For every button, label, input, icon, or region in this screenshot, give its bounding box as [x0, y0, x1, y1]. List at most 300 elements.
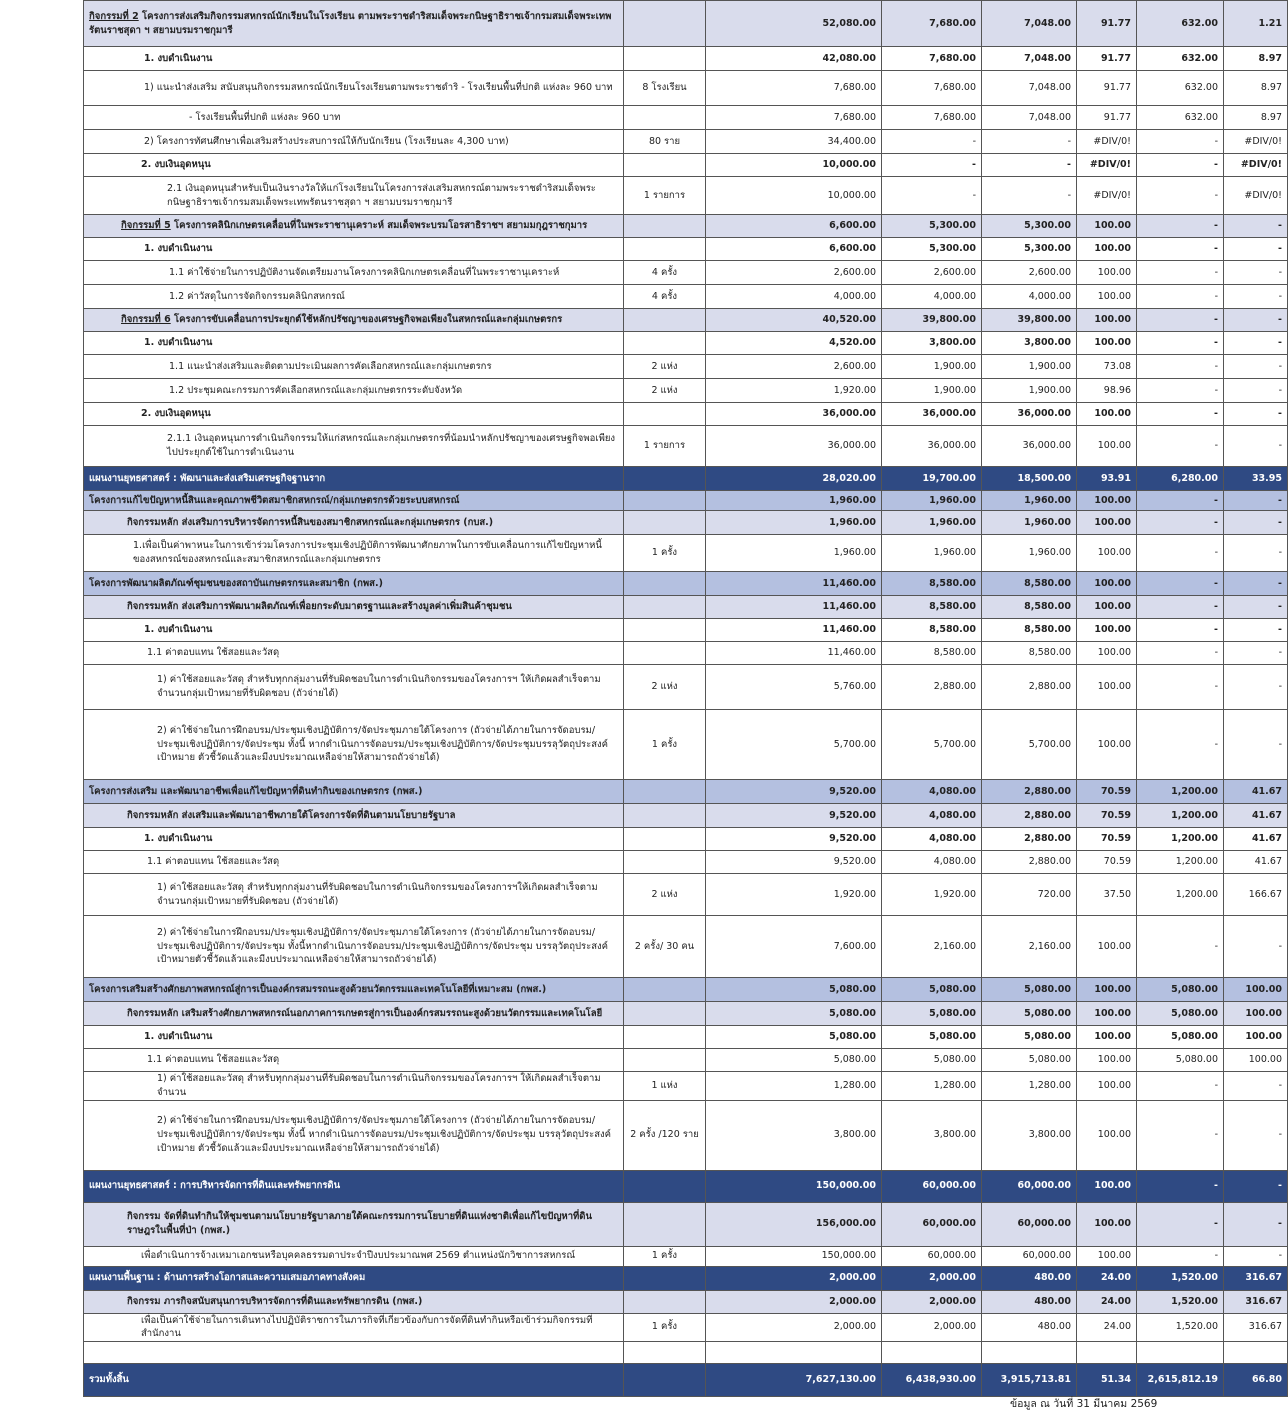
description-cell: [84, 1290, 624, 1313]
description-text: 1. งบดำเนินงาน: [144, 624, 213, 636]
allocated-amount-cell: 8,580.00: [882, 572, 982, 596]
remaining-percent-cell: -: [1224, 403, 1288, 426]
description-text: 1. งบดำเนินงาน: [144, 337, 213, 349]
table-row: [84, 1202, 1288, 1246]
allocated-amount-cell: 8,580.00: [882, 642, 982, 665]
budget-table: [83, 0, 1288, 1397]
target-amount-cell: 9,520.00: [706, 828, 882, 851]
spent-amount-cell: 18,500.00: [982, 467, 1077, 491]
description-cell: [84, 665, 624, 710]
unit-cell: 1 ครั้ง: [624, 1313, 706, 1342]
spent-percent-cell: 73.08: [1077, 355, 1137, 379]
spent-amount-cell: 480.00: [982, 1290, 1077, 1313]
remaining-amount-cell: -: [1137, 154, 1224, 177]
table-row: [84, 177, 1288, 215]
remaining-amount-cell: -: [1137, 710, 1224, 780]
spent-amount-cell: 1,960.00: [982, 491, 1077, 511]
description-text: แผนงานยุทธศาสตร์ : พัฒนาและส่งเสริมเศรษฐกิจฐานราก: [89, 472, 326, 484]
allocated-amount-cell: 7,680.00: [882, 71, 982, 106]
description-cell: [84, 379, 624, 403]
target-amount-cell: 9,520.00: [706, 804, 882, 828]
table-row: [84, 261, 1288, 285]
remaining-percent-cell: -: [1224, 1170, 1288, 1202]
description-text: 2) ค่าใช้จ่ายในการฝึกอบรม/ประชุมเชิงปฏิบัติการ/จัดประชุมภายใต้โครงการ (ถัวจ่ายได้ภายในการจัดอบรม/ประชุมเชิงปฏิบัติการ/จัดประชุม ทั้งนี้ หากดำเนินการจัดอบรม/ประชุมเชิงปฏิบัติการ/จัดประชุมบรรลุวัตถุประสงค์ เป้าหมาย ตัวชี้วัดแล้วและมีงบประมาณเหลือจ่ายให้สามารถถัวจ่ายได้): [157, 724, 609, 764]
remaining-percent-cell: -: [1224, 309, 1288, 332]
description-cell: [84, 874, 624, 916]
description-text: 1. งบดำเนินงาน: [144, 1031, 213, 1043]
unit-cell: 4 ครั้ง: [624, 261, 706, 285]
description-cell: [84, 1002, 624, 1026]
table-row: [84, 403, 1288, 426]
target-amount-cell: 5,080.00: [706, 1049, 882, 1072]
unit-cell: 1 ครั้ง: [624, 1246, 706, 1266]
description-cell: [84, 215, 624, 238]
description-text: 1) ค่าใช้สอยและวัสดุ สำหรับทุกกลุ่มงานที่รับผิดชอบในการดำเนินกิจกรรมของโครงการฯ ให้เกิดผลสำเร็จตามจำนวน: [157, 1073, 601, 1098]
target-amount-cell: 5,080.00: [706, 1026, 882, 1049]
unit-cell: [624, 828, 706, 851]
spent-amount-cell: 2,600.00: [982, 261, 1077, 285]
unit-cell: 2 แห่ง: [624, 379, 706, 403]
allocated-amount-cell: 36,000.00: [882, 403, 982, 426]
target-amount-cell: 6,600.00: [706, 238, 882, 261]
allocated-amount-cell: 7,680.00: [882, 106, 982, 130]
unit-cell: [624, 572, 706, 596]
unit-cell: [624, 978, 706, 1002]
target-amount-cell: 1,960.00: [706, 511, 882, 535]
target-amount-cell: 5,700.00: [706, 710, 882, 780]
description-text: 2) โครงการทัศนศึกษาเพื่อเสริมสร้างประสบการณ์ให้กับนักเรียน (โรงเรียนละ 4,300 บาท): [144, 135, 509, 147]
description-text: โครงการแก้ไขปัญหาหนี้สินและคุณภาพชีวิตสมาชิกสหกรณ์/กลุ่มเกษตรกรด้วยระบบสหกรณ์: [89, 494, 460, 506]
allocated-amount-cell: 2,600.00: [882, 261, 982, 285]
spent-amount-cell: 60,000.00: [982, 1170, 1077, 1202]
description-cell: [84, 106, 624, 130]
spent-amount-cell: 2,160.00: [982, 916, 1077, 978]
description-cell: [84, 1266, 624, 1290]
allocated-amount-cell: 60,000.00: [882, 1170, 982, 1202]
description-cell: [84, 154, 624, 177]
spent-amount-cell: 7,048.00: [982, 106, 1077, 130]
allocated-amount-cell: -: [882, 130, 982, 154]
remaining-amount-cell: -: [1137, 355, 1224, 379]
table-row: [84, 1002, 1288, 1026]
table-row: [84, 47, 1288, 71]
remaining-percent-cell: 1.21: [1224, 1, 1288, 47]
allocated-amount-cell: 39,800.00: [882, 309, 982, 332]
description-cell: [84, 851, 624, 874]
spent-amount-cell: 7,048.00: [982, 71, 1077, 106]
table-row: [84, 642, 1288, 665]
description-text: โครงการส่งเสริม และพัฒนาอาชีพเพื่อแก้ไขปัญหาที่ดินทำกินของเกษตรกร (กพส.): [89, 785, 423, 797]
remaining-amount-cell: 1,200.00: [1137, 828, 1224, 851]
table-row: [84, 238, 1288, 261]
allocated-amount-cell: 2,880.00: [882, 665, 982, 710]
allocated-amount-cell: 5,300.00: [882, 215, 982, 238]
allocated-amount-cell: 1,960.00: [882, 535, 982, 572]
remaining-percent-cell: 33.95: [1224, 467, 1288, 491]
spent-amount-cell: 8,580.00: [982, 596, 1077, 619]
description-text: 1.1 ค่าตอบแทน ใช้สอยและวัสดุ: [147, 1054, 280, 1066]
description-text: 1) ค่าใช้สอยและวัสดุ สำหรับทุกกลุ่มงานที่รับผิดชอบในการดำเนินกิจกรรมของโครงการฯให้เกิดผลสำเร็จตามจำนวนกลุ่มเป้าหมายที่รับผิดชอบ (ถัวจ่ายได้): [157, 881, 598, 907]
target-amount-cell: 28,020.00: [706, 467, 882, 491]
description-text: กิจกรรมหลัก ส่งเสริมและพัฒนาอาชีพภายใต้โครงการจัดที่ดินตามนโยบายรัฐบาล: [127, 809, 456, 821]
table-row: [84, 379, 1288, 403]
remaining-amount-cell: -: [1137, 916, 1224, 978]
remaining-percent-cell: 316.67: [1224, 1290, 1288, 1313]
remaining-percent-cell: 100.00: [1224, 1049, 1288, 1072]
description-text: โครงการพัฒนาผลิตภัณฑ์ชุมชนของสถาบันเกษตรกรและสมาชิก (กพส.): [89, 577, 383, 589]
spent-amount-cell: 5,300.00: [982, 215, 1077, 238]
target-amount-cell: 1,960.00: [706, 535, 882, 572]
spent-amount-cell: 8,580.00: [982, 572, 1077, 596]
spent-amount-cell: 2,880.00: [982, 780, 1077, 804]
remaining-amount-cell: 1,520.00: [1137, 1290, 1224, 1313]
target-amount-cell: 11,460.00: [706, 619, 882, 642]
spent-amount-cell: 1,900.00: [982, 379, 1077, 403]
spent-percent-cell: 93.91: [1077, 467, 1137, 491]
table-row: [84, 851, 1288, 874]
remaining-amount-cell: -: [1137, 596, 1224, 619]
target-amount-cell: 11,460.00: [706, 596, 882, 619]
unit-cell: 4 ครั้ง: [624, 285, 706, 309]
allocated-amount-cell: 6,438,930.00: [882, 1364, 982, 1397]
allocated-amount-cell: 4,000.00: [882, 285, 982, 309]
target-amount-cell: 9,520.00: [706, 851, 882, 874]
target-amount-cell: 9,520.00: [706, 780, 882, 804]
table-row: [84, 467, 1288, 491]
target-amount-cell: 1,920.00: [706, 874, 882, 916]
allocated-amount-cell: 2,000.00: [882, 1266, 982, 1290]
remaining-amount-cell: 1,200.00: [1137, 804, 1224, 828]
spent-amount-cell: 1,960.00: [982, 511, 1077, 535]
spent-percent-cell: 100.00: [1077, 596, 1137, 619]
activity-number: กิจกรรมที่ 5: [121, 220, 171, 232]
remaining-percent-cell: -: [1224, 916, 1288, 978]
allocated-amount-cell: 7,680.00: [882, 47, 982, 71]
remaining-amount-cell: -: [1137, 379, 1224, 403]
spent-percent-cell: #DIV/0!: [1077, 154, 1137, 177]
spent-amount-cell: 4,000.00: [982, 285, 1077, 309]
spent-amount-cell: [982, 1342, 1077, 1364]
target-amount-cell: 5,080.00: [706, 978, 882, 1002]
description-text: รวมทั้งสิ้น: [89, 1374, 129, 1386]
remaining-percent-cell: -: [1224, 1100, 1288, 1170]
allocated-amount-cell: 5,080.00: [882, 1002, 982, 1026]
remaining-amount-cell: 5,080.00: [1137, 1002, 1224, 1026]
table-row: [84, 1, 1288, 47]
allocated-amount-cell: 1,280.00: [882, 1072, 982, 1101]
table-row: [84, 1313, 1288, 1342]
remaining-amount-cell: -: [1137, 642, 1224, 665]
spent-percent-cell: 100.00: [1077, 1246, 1137, 1266]
remaining-percent-cell: #DIV/0!: [1224, 130, 1288, 154]
remaining-percent-cell: -: [1224, 535, 1288, 572]
description-cell: [84, 1049, 624, 1072]
spent-percent-cell: 100.00: [1077, 1026, 1137, 1049]
spent-percent-cell: 100.00: [1077, 619, 1137, 642]
allocated-amount-cell: 2,160.00: [882, 916, 982, 978]
unit-cell: [624, 215, 706, 238]
spent-percent-cell: 100.00: [1077, 491, 1137, 511]
spent-percent-cell: #DIV/0!: [1077, 130, 1137, 154]
spent-amount-cell: 480.00: [982, 1313, 1077, 1342]
description-text: 1) ค่าใช้สอยและวัสดุ สำหรับทุกกลุ่มงานที่รับผิดชอบในการดำเนินกิจกรรมของโครงการฯ ให้เกิดผลสำเร็จตามจำนวนกลุ่มเป้าหมายที่รับผิดชอบ (ถัวจ่ายได้): [157, 674, 601, 699]
remaining-amount-cell: -: [1137, 426, 1224, 467]
table-row: [84, 978, 1288, 1002]
allocated-amount-cell: 4,080.00: [882, 851, 982, 874]
unit-cell: [624, 511, 706, 535]
unit-cell: 80 ราย: [624, 130, 706, 154]
remaining-amount-cell: 5,080.00: [1137, 1049, 1224, 1072]
table-row: [84, 665, 1288, 710]
spent-percent-cell: 24.00: [1077, 1313, 1137, 1342]
remaining-percent-cell: -: [1224, 596, 1288, 619]
spent-percent-cell: 100.00: [1077, 1202, 1137, 1246]
unit-cell: [624, 804, 706, 828]
target-amount-cell: 34,400.00: [706, 130, 882, 154]
spent-amount-cell: 5,080.00: [982, 1026, 1077, 1049]
spent-amount-cell: 5,080.00: [982, 978, 1077, 1002]
table-row: [84, 491, 1288, 511]
remaining-amount-cell: -: [1137, 215, 1224, 238]
budget-table-body: [84, 1, 1288, 1397]
remaining-amount-cell: 632.00: [1137, 106, 1224, 130]
table-row: [84, 874, 1288, 916]
description-cell: [84, 426, 624, 467]
remaining-percent-cell: -: [1224, 1072, 1288, 1101]
allocated-amount-cell: 2,000.00: [882, 1313, 982, 1342]
table-row: [84, 780, 1288, 804]
remaining-amount-cell: -: [1137, 261, 1224, 285]
table-row: [84, 535, 1288, 572]
spent-percent-cell: 100.00: [1077, 426, 1137, 467]
remaining-amount-cell: -: [1137, 665, 1224, 710]
activity-number: กิจกรรมที่ 6: [121, 314, 171, 326]
spent-amount-cell: -: [982, 154, 1077, 177]
table-row: [84, 154, 1288, 177]
unit-cell: 2 แห่ง: [624, 355, 706, 379]
description-cell: [84, 780, 624, 804]
spent-amount-cell: 2,880.00: [982, 665, 1077, 710]
remaining-percent-cell: -: [1224, 511, 1288, 535]
remaining-amount-cell: -: [1137, 511, 1224, 535]
unit-cell: [624, 1290, 706, 1313]
description-cell: [84, 47, 624, 71]
spent-percent-cell: [1077, 1342, 1137, 1364]
remaining-amount-cell: -: [1137, 1246, 1224, 1266]
allocated-amount-cell: 60,000.00: [882, 1246, 982, 1266]
description-text: แผนงานยุทธศาสตร์ : การบริหารจัดการที่ดินและทรัพยากรดิน: [89, 1180, 341, 1192]
remaining-amount-cell: 6,280.00: [1137, 467, 1224, 491]
spent-percent-cell: #DIV/0!: [1077, 177, 1137, 215]
unit-cell: [624, 467, 706, 491]
table-row: [84, 355, 1288, 379]
target-amount-cell: 2,600.00: [706, 355, 882, 379]
remaining-percent-cell: 66.80: [1224, 1364, 1288, 1397]
data-as-of-note: ข้อมูล ณ วันที่ 31 มีนาคม 2569: [1010, 1398, 1158, 1410]
spent-percent-cell: 100.00: [1077, 403, 1137, 426]
target-amount-cell: 5,760.00: [706, 665, 882, 710]
description-cell: [84, 1072, 624, 1101]
description-cell: [84, 572, 624, 596]
spent-amount-cell: 7,048.00: [982, 47, 1077, 71]
unit-cell: 1 รายการ: [624, 426, 706, 467]
unit-cell: [624, 309, 706, 332]
target-amount-cell: 2,000.00: [706, 1266, 882, 1290]
description-text: 1.เพื่อเป็นค่าพาหนะในการเข้าร่วมโครงการประชุมเชิงปฏิบัติการพัฒนาศักยภาพในการขับเคลื่อนการแก้ไขปัญหาหนี้ของสหกรณ์ของสหกรณ์และสมาชิกสหกรณ์และกลุ่มเกษตรกร: [133, 540, 602, 565]
description-cell: [84, 828, 624, 851]
description-cell: [84, 1202, 624, 1246]
description-cell: [84, 1364, 624, 1397]
description-text: 2) ค่าใช้จ่ายในการฝึกอบรม/ประชุมเชิงปฏิบัติการ/จัดประชุมภายใต้โครงการ (ถัวจ่ายได้ภายในการจัดอบรม/ประชุมเชิงปฏิบัติการ/จัดประชุม ทั้งนี้ หากดำเนินการจัดอบรม/ประชุมเชิงปฏิบัติการ/จัดประชุม บรรลุวัตถุประสงค์ เป้าหมาย ตัวชี้วัดแล้วและมีงบประมาณเหลือจ่ายให้สามารถถัวจ่ายได้): [157, 1115, 612, 1154]
spent-percent-cell: 100.00: [1077, 642, 1137, 665]
spent-percent-cell: 100.00: [1077, 215, 1137, 238]
spent-percent-cell: 24.00: [1077, 1266, 1137, 1290]
table-row: [84, 1170, 1288, 1202]
allocated-amount-cell: 2,000.00: [882, 1290, 982, 1313]
table-row: [84, 1266, 1288, 1290]
grand-total-row: [84, 1364, 1288, 1397]
description-cell: [84, 285, 624, 309]
description-cell: [84, 1100, 624, 1170]
remaining-amount-cell: 1,520.00: [1137, 1266, 1224, 1290]
target-amount-cell: 2,000.00: [706, 1290, 882, 1313]
target-amount-cell: 5,080.00: [706, 1002, 882, 1026]
remaining-amount-cell: -: [1137, 177, 1224, 215]
unit-cell: [624, 1342, 706, 1364]
description-text: 2.1 เงินอุดหนุนสำหรับเป็นเงินรางวัลให้แก่โรงเรียนในโครงการส่งเสริมสหกรณ์ตามพระราชดำริสมเด็จพระกนิษฐาธิราชเจ้ากรมสมเด็จพระเทพรัตนราชสุดา ฯ สยามบรมราชกุมารี: [167, 182, 596, 208]
description-cell: [84, 130, 624, 154]
spent-amount-cell: 1,280.00: [982, 1072, 1077, 1101]
description-text: โครงการส่งเสริมกิจกรรมสหกรณ์นักเรียนในโรงเรียน ตามพระราชดำริสมเด็จพระกนิษฐาธิราชเจ้ากรมสมเด็จพระเทพรัตนราชสุดา ฯ สยามบรมราชกุมารี: [89, 10, 612, 36]
spent-amount-cell: 480.00: [982, 1266, 1077, 1290]
unit-cell: [624, 596, 706, 619]
description-cell: [84, 332, 624, 355]
allocated-amount-cell: 3,800.00: [882, 1100, 982, 1170]
table-row: [84, 426, 1288, 467]
table-row: [84, 332, 1288, 355]
spent-percent-cell: 24.00: [1077, 1290, 1137, 1313]
remaining-amount-cell: 2,615,812.19: [1137, 1364, 1224, 1397]
description-cell: [84, 1170, 624, 1202]
spent-amount-cell: 8,580.00: [982, 619, 1077, 642]
unit-cell: [624, 1002, 706, 1026]
unit-cell: 2 ครั้ง /120 ราย: [624, 1100, 706, 1170]
remaining-percent-cell: -: [1224, 619, 1288, 642]
table-row: [84, 285, 1288, 309]
allocated-amount-cell: 4,080.00: [882, 804, 982, 828]
description-cell: [84, 1246, 624, 1266]
description-cell: [84, 619, 624, 642]
description-cell: [84, 177, 624, 215]
spent-percent-cell: 91.77: [1077, 71, 1137, 106]
spent-percent-cell: 51.34: [1077, 1364, 1137, 1397]
spent-percent-cell: 100.00: [1077, 1049, 1137, 1072]
table-row: [84, 71, 1288, 106]
unit-cell: [624, 1, 706, 47]
unit-cell: [624, 851, 706, 874]
remaining-percent-cell: 100.00: [1224, 1002, 1288, 1026]
allocated-amount-cell: 5,700.00: [882, 710, 982, 780]
spent-percent-cell: 100.00: [1077, 665, 1137, 710]
description-text: เพื่อเป็นค่าใช้จ่ายในการเดินทางไปปฏิบัติราชการในภารกิจที่เกี่ยวข้องกับการจัดที่ดินทำกินหรือเข้าร่วมกิจกรรมที่สำนักงาน: [141, 1314, 593, 1340]
unit-cell: [624, 332, 706, 355]
remaining-percent-cell: [1224, 1342, 1288, 1364]
remaining-percent-cell: -: [1224, 491, 1288, 511]
description-cell: [84, 642, 624, 665]
spent-percent-cell: 100.00: [1077, 916, 1137, 978]
spent-amount-cell: 1,960.00: [982, 535, 1077, 572]
remaining-percent-cell: -: [1224, 379, 1288, 403]
table-row: [84, 130, 1288, 154]
target-amount-cell: 2,000.00: [706, 1313, 882, 1342]
spent-percent-cell: 100.00: [1077, 261, 1137, 285]
description-cell: [84, 804, 624, 828]
spent-amount-cell: 3,800.00: [982, 1100, 1077, 1170]
description-cell: [84, 1026, 624, 1049]
remaining-percent-cell: 41.67: [1224, 851, 1288, 874]
spent-percent-cell: 100.00: [1077, 710, 1137, 780]
remaining-amount-cell: -: [1137, 130, 1224, 154]
description-text: 1.1 ค่าตอบแทน ใช้สอยและวัสดุ: [147, 647, 280, 659]
spent-percent-cell: 91.77: [1077, 47, 1137, 71]
remaining-percent-cell: 316.67: [1224, 1313, 1288, 1342]
description-text: 1. งบดำเนินงาน: [144, 243, 213, 255]
spent-percent-cell: 100.00: [1077, 238, 1137, 261]
allocated-amount-cell: 1,900.00: [882, 355, 982, 379]
description-text: แผนงานพื้นฐาน : ด้านการสร้างโอกาสและความเสมอภาคทางสังคม: [89, 1272, 366, 1284]
remaining-percent-cell: -: [1224, 572, 1288, 596]
spent-percent-cell: 70.59: [1077, 851, 1137, 874]
description-cell: [84, 1, 624, 47]
allocated-amount-cell: 1,900.00: [882, 379, 982, 403]
spent-amount-cell: 2,880.00: [982, 804, 1077, 828]
description-cell: [84, 535, 624, 572]
remaining-amount-cell: 1,200.00: [1137, 851, 1224, 874]
target-amount-cell: 40,520.00: [706, 309, 882, 332]
target-amount-cell: 3,800.00: [706, 1100, 882, 1170]
remaining-percent-cell: 8.97: [1224, 47, 1288, 71]
unit-cell: [624, 1364, 706, 1397]
target-amount-cell: 42,080.00: [706, 47, 882, 71]
allocated-amount-cell: 5,080.00: [882, 1026, 982, 1049]
spent-percent-cell: 100.00: [1077, 1072, 1137, 1101]
remaining-percent-cell: -: [1224, 261, 1288, 285]
unit-cell: 1 ครั้ง: [624, 535, 706, 572]
table-row: [84, 1026, 1288, 1049]
target-amount-cell: 1,280.00: [706, 1072, 882, 1101]
description-cell: [84, 491, 624, 511]
unit-cell: 2 ครั้ง/ 30 คน: [624, 916, 706, 978]
target-amount-cell: [706, 1342, 882, 1364]
unit-cell: [624, 1026, 706, 1049]
description-cell: [84, 309, 624, 332]
spent-percent-cell: 100.00: [1077, 1002, 1137, 1026]
spent-percent-cell: 100.00: [1077, 285, 1137, 309]
remaining-amount-cell: -: [1137, 1170, 1224, 1202]
description-text: กิจกรรม จัดที่ดินทำกินให้ชุมชนตามนโยบายรัฐบาลภายใต้คณะกรรมการนโยบายที่ดินแห่งชาติเพื่อแก้ไขปัญหาที่ดินราษฎรในพื้นที่ป่า (กพส.): [127, 1211, 592, 1237]
allocated-amount-cell: 4,080.00: [882, 780, 982, 804]
unit-cell: 1 ครั้ง: [624, 710, 706, 780]
unit-cell: 1 แห่ง: [624, 1072, 706, 1101]
description-text: 2) ค่าใช้จ่ายในการฝึกอบรม/ประชุมเชิงปฏิบัติการ/จัดประชุมภายใต้โครงการ (ถัวจ่ายได้ภายในการจัดอบรม/ประชุมเชิงปฏิบัติการ/จัดประชุม ทั้งนี้หากดำเนินการจัดอบรม/ประชุมเชิงปฏิบัติการ/จัดประชุม บรรลุวัตถุประสงค์เป้าหมายตัวชี้วัดแล้วและมีงบประมาณเหลือจ่ายให้สามารถถัวจ่ายได้): [157, 926, 609, 966]
spent-amount-cell: 720.00: [982, 874, 1077, 916]
unit-cell: 2 แห่ง: [624, 665, 706, 710]
target-amount-cell: 7,680.00: [706, 106, 882, 130]
allocated-amount-cell: 5,080.00: [882, 1049, 982, 1072]
description-cell: [84, 710, 624, 780]
spent-amount-cell: 5,300.00: [982, 238, 1077, 261]
description-text: 1. งบดำเนินงาน: [144, 52, 213, 64]
